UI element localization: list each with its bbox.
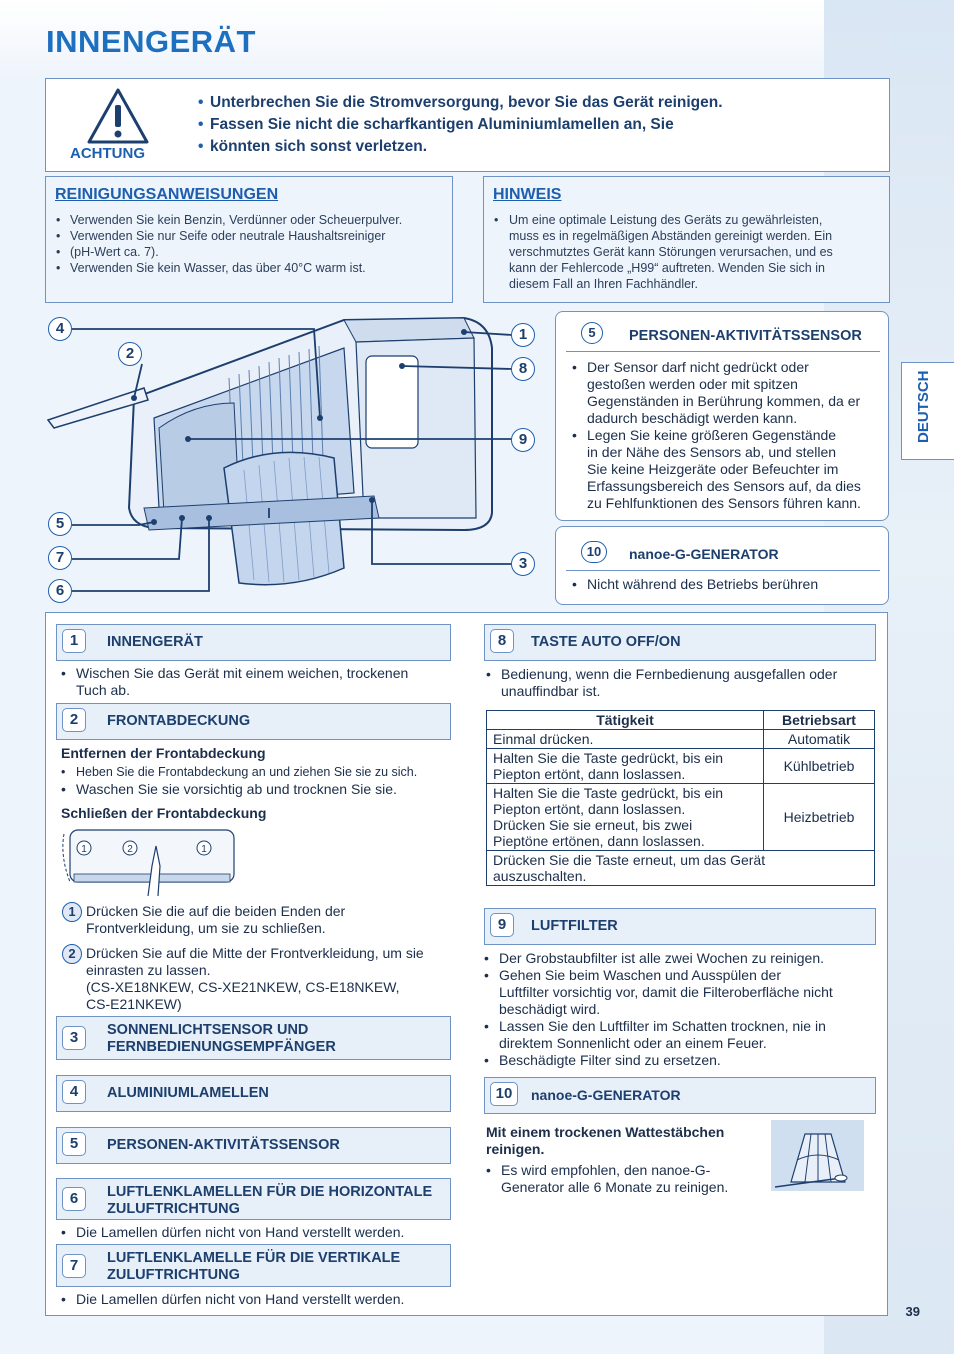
callout-5: 5 [48, 512, 72, 536]
callout-1: 1 [511, 323, 535, 347]
section-title [107, 1250, 400, 1284]
section-10-text [486, 1162, 728, 1196]
table-cell: Heizbetrieb [764, 784, 875, 851]
text-line: • Es wird empfohlen, den nanoe-G- [486, 1162, 728, 1179]
section-header-10 [484, 1077, 876, 1114]
section-num: 5 [62, 1132, 86, 1156]
sensor-line: Sie keine Heizgeräte oder Befeuchter im [587, 461, 839, 477]
warning-list [198, 92, 723, 158]
divider [566, 570, 880, 571]
section-num: 3 [62, 1026, 86, 1050]
sensor-line: • Legen Sie keine größeren Gegenstände [572, 427, 861, 444]
section-header-8 [484, 624, 876, 661]
section-num: 9 [490, 913, 514, 937]
language-tab-label: DEUTSCH [915, 370, 932, 443]
text-line: • Der Grobstaubfilter ist alle zwei Wochen zu reinigen. [484, 950, 833, 967]
warning-item-continued [198, 136, 723, 158]
fig-label-1-right: 1 [201, 844, 207, 855]
remove-heading: Entfernen der Frontabdeckung [61, 745, 266, 761]
title-line: SONNENLICHTSENSOR UND [107, 1022, 309, 1038]
section-title: PERSONEN-AKTIVITÄTSSENSOR [107, 1137, 340, 1153]
cleaning-item: • Verwenden Sie kein Benzin, Verdünner oder Scheuerpulver. [56, 212, 402, 228]
section-num: 10 [490, 1082, 518, 1106]
fig-label-1-left: 1 [81, 844, 87, 855]
cell-line: Halten Sie die Taste gedrückt, bis ein [493, 750, 724, 766]
section-title: FRONTABDECKUNG [107, 713, 251, 729]
nanoe-generator-cleaning-figure [771, 1120, 864, 1191]
cell-line: Piepton ertönt, dann loslassen. [493, 801, 686, 817]
sensor-line: dadurch beschädigt werden kann. [587, 410, 798, 426]
sensor-line: • Der Sensor darf nicht gedrückt oder [572, 359, 861, 376]
sensor-info-box [555, 311, 889, 521]
note-line: kann der Fehlercode „H99“ auftreten. Wenden Sie sich in [509, 261, 825, 275]
cleaning-item-continued [56, 244, 402, 260]
text-line: Luftfilter vorsichtig vor, damit die Filteroberfläche nicht [499, 984, 833, 1000]
section-1-text [61, 665, 408, 699]
section-7-text [61, 1291, 404, 1308]
nanoe-box-num: 10 [581, 541, 607, 563]
text-line: • Wischen Sie das Gerät mit einem weichen, trockenen [61, 665, 408, 682]
text-line: • Bedienung, wenn die Fernbedienung ausgefallen oder [486, 666, 837, 683]
callout-3: 3 [511, 552, 535, 576]
text-line: Drücken Sie die auf die beiden Enden der [86, 903, 346, 919]
note-text [494, 212, 833, 292]
nanoe-info-box [555, 526, 889, 605]
step-2-num: 2 [62, 944, 82, 964]
remove-step-2 [61, 781, 397, 798]
section-header-1 [56, 624, 451, 661]
title-line: ZULUFTRICHTUNG [107, 1267, 240, 1283]
sensor-line: Gegenständen in Berührung kommen, da er [587, 393, 861, 409]
text-line: beschädigt wird. [499, 1001, 601, 1017]
section-8-text [486, 666, 837, 700]
cell-line: Piepton ertönt, dann loslassen. [493, 766, 686, 782]
section-num: 7 [62, 1254, 86, 1278]
cleaning-item: • Verwenden Sie kein Wasser, das über 40°C warm ist. [56, 260, 402, 276]
warning-box [45, 78, 890, 172]
sensor-box-title: PERSONEN-AKTIVITÄTSSENSOR [629, 328, 862, 344]
section-title: TASTE AUTO OFF/ON [531, 634, 681, 650]
callout-8: 8 [511, 357, 535, 381]
callout-4: 4 [48, 317, 72, 341]
sensor-box-text [572, 359, 861, 512]
section-6-text [61, 1224, 404, 1241]
section-header-5 [56, 1127, 451, 1164]
text-line: einrasten zu lassen. [86, 962, 211, 978]
table-cell: Automatik [764, 730, 875, 749]
section-title [107, 1022, 336, 1056]
remove-step-1 [61, 764, 417, 781]
table-row [487, 851, 875, 886]
cell-line: Drücken Sie die Taste erneut, um das Gerät [493, 852, 766, 868]
step-1-num: 1 [62, 902, 82, 922]
nanoe-clean-heading [486, 1124, 724, 1158]
close-cover-figure [60, 826, 236, 898]
table-header: Betriebsart [764, 711, 875, 730]
sensor-line: in der Nähe des Sensors ab, und stellen [587, 444, 837, 460]
section-header-2 [56, 703, 451, 740]
step-1-text [86, 903, 345, 937]
cleaning-item-text: (pH-Wert ca. 7). [70, 245, 159, 259]
text-line: • Lassen Sie den Luftfilter im Schatten trocknen, nie in [484, 1018, 833, 1035]
section-title: nanoe-G-GENERATOR [531, 1087, 681, 1103]
section-num: 6 [62, 1187, 86, 1211]
text-line: direktem Sonnenlicht oder an einem Feuer. [499, 1035, 767, 1051]
text-line: • Waschen Sie sie vorsichtig ab und trocknen Sie sie. [61, 781, 397, 798]
section-header-9 [484, 908, 876, 945]
section-header-6 [56, 1178, 451, 1220]
section-num: 4 [62, 1080, 86, 1104]
text-line: • Gehen Sie beim Waschen und Ausspülen der [484, 967, 833, 984]
text-line: • Beschädigte Filter sind zu ersetzen. [484, 1052, 833, 1069]
cleaning-instructions-box [45, 176, 453, 303]
text-line: unauffindbar ist. [501, 683, 601, 699]
cell-line: Halten Sie die Taste gedrückt, bis ein [493, 785, 724, 801]
table-cell [487, 784, 764, 851]
cell-line: auszuschalten. [493, 868, 587, 884]
note-line: diesem Fall an Ihren Fachhändler. [509, 277, 698, 291]
text-line: Frontverkleidung, um sie zu schließen. [86, 920, 326, 936]
language-tab [901, 362, 954, 460]
section-num: 8 [490, 629, 514, 653]
text-line: • Die Lamellen dürfen nicht von Hand verstellt werden. [61, 1291, 404, 1308]
warning-label: ACHTUNG [70, 145, 145, 162]
callout-6: 6 [48, 579, 72, 603]
section-header-3 [56, 1016, 451, 1060]
warning-icon [86, 87, 150, 145]
text-line: Tuch ab. [76, 682, 130, 698]
section-num: 1 [62, 629, 86, 653]
sensor-line: gestoßen werden oder mit spitzen [587, 376, 798, 392]
note-heading: HINWEIS [493, 186, 562, 203]
text-line: reinigen. [486, 1141, 545, 1157]
page-number: 39 [905, 1304, 920, 1319]
title-line: LUFTLENKLAMELLE FÜR DIE VERTIKALE [107, 1250, 401, 1266]
text-line: • Heben Sie die Frontabdeckung an und ziehen Sie sie zu sich. [61, 764, 417, 781]
sensor-line: zu Fehlfunktionen des Sensors führen kann. [587, 495, 861, 511]
nanoe-box-text: • Nicht während des Betriebs berühren [572, 576, 904, 593]
sensor-line: Erfassungsbereich des Sensors auf, da dies [587, 478, 861, 494]
section-header-7 [56, 1244, 451, 1287]
warning-item: • Fassen Sie nicht die scharfkantigen Aluminiumlamellen an, Sie [198, 114, 723, 136]
title-line: FERNBEDIENUNGSEMPFÄNGER [107, 1039, 336, 1055]
section-title: LUFTFILTER [531, 918, 618, 934]
table-header: Tätigkeit [487, 711, 764, 730]
auto-button-mode-table [486, 710, 875, 886]
nanoe-box-title: nanoe-G-GENERATOR [629, 546, 779, 562]
note-line: muss es in regelmäßigen Abständen gereinigt werden. Ein [509, 229, 833, 243]
text-line: Generator alle 6 Monate zu reinigen. [501, 1179, 729, 1195]
cell-line: Drücken Sie sie erneut, bis zwei [493, 817, 693, 833]
text-line: Drücken Sie auf die Mitte der Frontverkleidung, um sie [86, 945, 424, 961]
cleaning-list [56, 212, 402, 276]
table-cell: Kühlbetrieb [764, 749, 875, 784]
table-row [487, 730, 875, 749]
text-line: • Die Lamellen dürfen nicht von Hand verstellt werden. [61, 1224, 404, 1241]
text-line: CS-E21NKEW) [86, 996, 182, 1012]
title-line: ZULUFTRICHTUNG [107, 1201, 240, 1217]
cleaning-heading: REINIGUNGSANWEISUNGEN [55, 186, 279, 203]
text-line: Mit einem trockenen Wattestäbchen [486, 1124, 725, 1140]
section-9-text [484, 950, 833, 1069]
table-cell [487, 851, 875, 886]
table-cell [487, 749, 764, 784]
note-line: • Um eine optimale Leistung des Geräts zu gewährleisten, [494, 212, 833, 228]
close-heading: Schließen der Frontabdeckung [61, 805, 267, 821]
section-header-4 [56, 1075, 451, 1112]
section-title [107, 1184, 432, 1218]
table-row [487, 784, 875, 851]
table-cell: Einmal drücken. [487, 730, 764, 749]
fig-label-2: 2 [127, 844, 133, 855]
section-num: 2 [62, 708, 86, 732]
cell-line: Pieptöne ertönen, dann loslassen. [493, 833, 705, 849]
step-2-text [86, 945, 424, 1013]
callout-9: 9 [511, 428, 535, 452]
title-line: LUFTLENKLAMELLEN FÜR DIE HORIZONTALE [107, 1184, 433, 1200]
note-line: verschmutztes Gerät kann Störungen verursachen, und es [509, 245, 833, 259]
table-row [487, 749, 875, 784]
note-box [483, 176, 890, 303]
page-title: INNENGERÄT [46, 24, 256, 59]
divider [566, 351, 880, 352]
section-title: ALUMINIUMLAMELLEN [107, 1085, 269, 1101]
warning-item: • Unterbrechen Sie die Stromversorgung, bevor Sie das Gerät reinigen. [198, 92, 723, 114]
cleaning-item: • Verwenden Sie nur Seife oder neutrale Haushaltsreiniger [56, 228, 402, 244]
sensor-box-num: 5 [581, 322, 603, 344]
callout-2: 2 [118, 342, 142, 366]
warning-item-text: könnten sich sonst verletzen. [210, 138, 428, 155]
text-line: (CS-XE18NKEW, CS-XE21NKEW, CS-E18NKEW, [86, 979, 400, 995]
section-title: INNENGERÄT [107, 634, 203, 650]
callout-7: 7 [48, 546, 72, 570]
table-header-row [487, 711, 875, 730]
